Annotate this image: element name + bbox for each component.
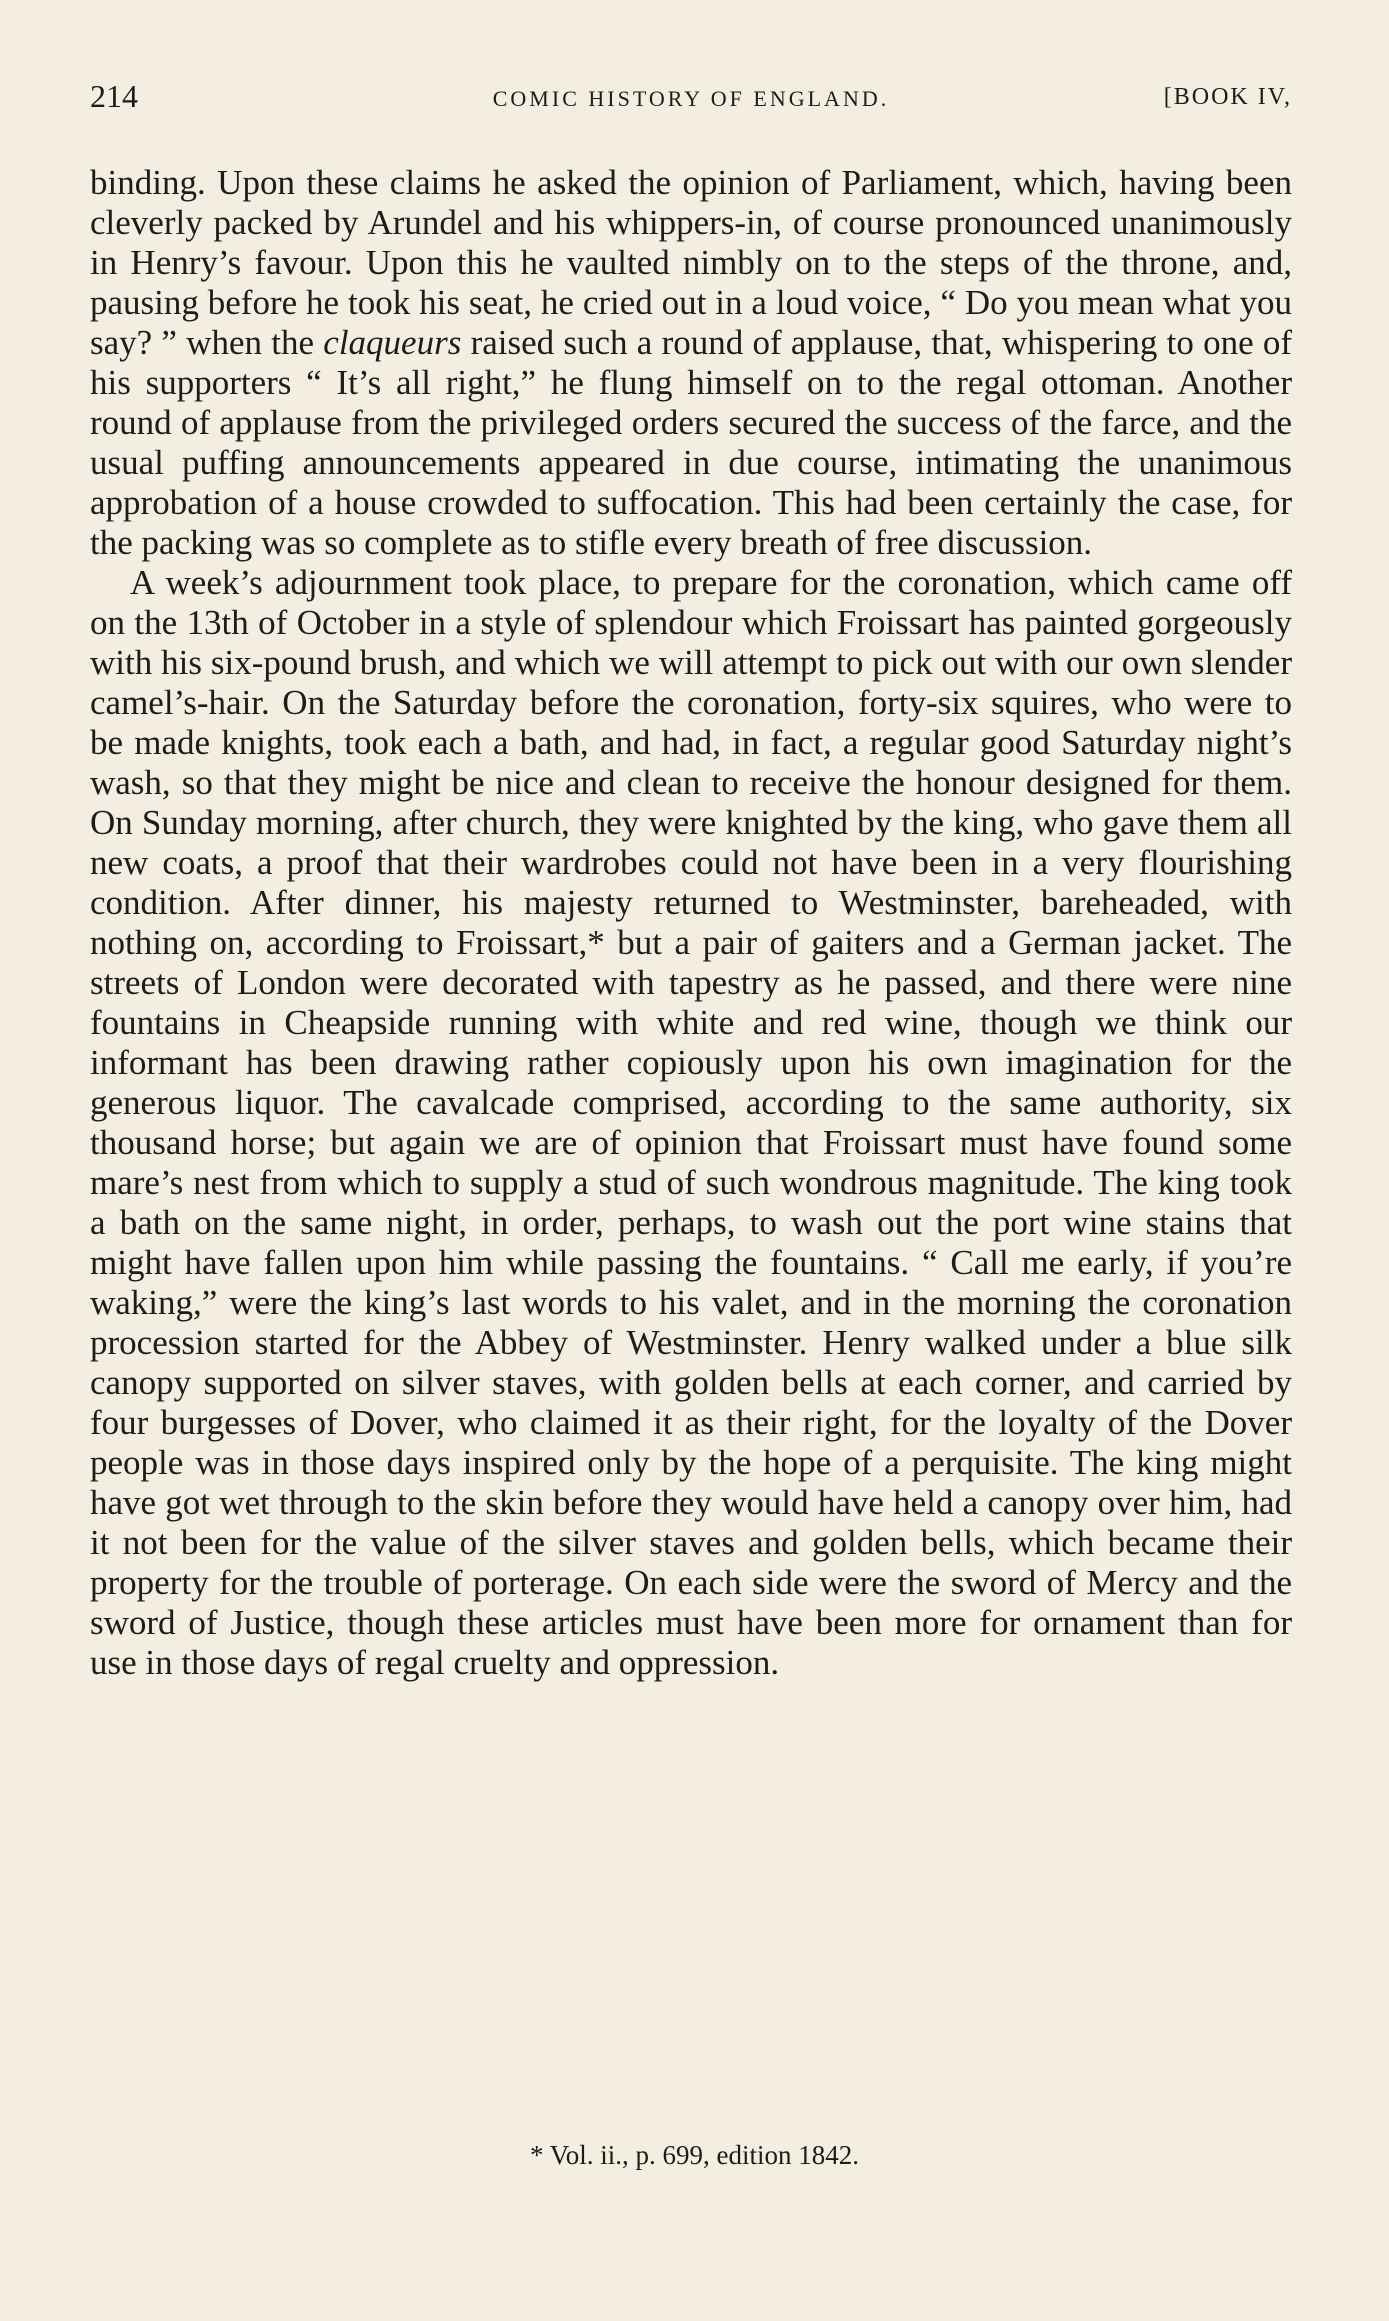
paragraph-1 [90,163,1292,563]
page-header [90,78,1292,128]
footnote: * Vol. ii., p. 699, edition 1842. [529,2140,860,2170]
running-title: COMIC HISTORY OF ENGLAND. [492,86,890,111]
paragraph-1-part-b: raised such a round of applause, that, whispering to one of his supporters “ It’s all right,” he flung himself on to the regal ottoman. Another round of applause from the privileged orders secured the success of the farce, and the usual puffing announcements appeared in due course, intimating the unanimous approbation of a house crowded to suffocation. This had been certainly the case, for the packing was so complete as to stifle every breath of free discussion. [90,323,1293,562]
italic-word: claqueurs [323,323,462,362]
paragraph-1-part-a: binding. Upon these claims he asked the opinion of Parliament, which, having been cleverly packed by Arundel and his whippers-in, of course pronounced unanimously in Henry’s favour. Upon this he vaulted nimbly on to the steps of the throne, and, pausing before he took his seat, he cried out in a loud voice, “ Do you mean what you say? ” when the [90,163,1292,362]
paragraph-2: A week’s adjournment took place, to prepare for the coronation, which came off on the 13th of October in a style of splendour which Froissart has painted gorgeously with his six-pound brush, and which we will attempt to pick out with our own slender camel’s-hair. On the Saturday before the coronation, forty-six squires, who were to be made knights, took each a bath, and had, in fact, a regular good Saturday night’s wash, so that they might be nice and clean to receive the honour designed for them. On Sunday morning, after church, they were knighted by the king, who gave them all new coats, a proof that their wardrobes could not have been in a very flourishing condition. After dinner, his majesty returned to Westminster, bareheaded, with nothing on, according to Froissart,* but a pair of gaiters and a German jacket. The streets of London were decorated with tapestry as he passed, and there were nine fountains in Cheapside running with white and red wine, though we think our informant has been drawing rather copiously upon his own imagination for the generous liquor. The cavalcade comprised, according to the same authority, six thousand horse; but again we are of opinion that Froissart must have found some mare’s nest from which to supply a stud of such wondrous magnitude. The king took a bath on the same night, in order, perhaps, to wash out the port wine stains that might have fallen upon him while passing the fountains. “ Call me early, if you’re waking,” were the king’s last words to his valet, and in the morning the coronation procession started for the Abbey of Westminster. Henry walked under a blue silk canopy supported on silver staves, with golden bells at each corner, and carried by four burgesses of Dover, who claimed it as their right, for the loyalty of the Dover people was in those days inspired only by the hope of a perquisite. The king might have got wet through to the skin before they would have held a canopy over him, had it not been for the value of the silver staves and golden bells, which became their property for the trouble of porterage. On each side were the sword of Mercy and the sword of Justice, though these articles must have been more for ornament than for use in those days of regal cruelty and oppression. [90,563,1292,1682]
body-text [90,163,1292,1683]
page-number: 214 [90,78,138,114]
book-label: [BOOK IV, [1163,84,1292,110]
